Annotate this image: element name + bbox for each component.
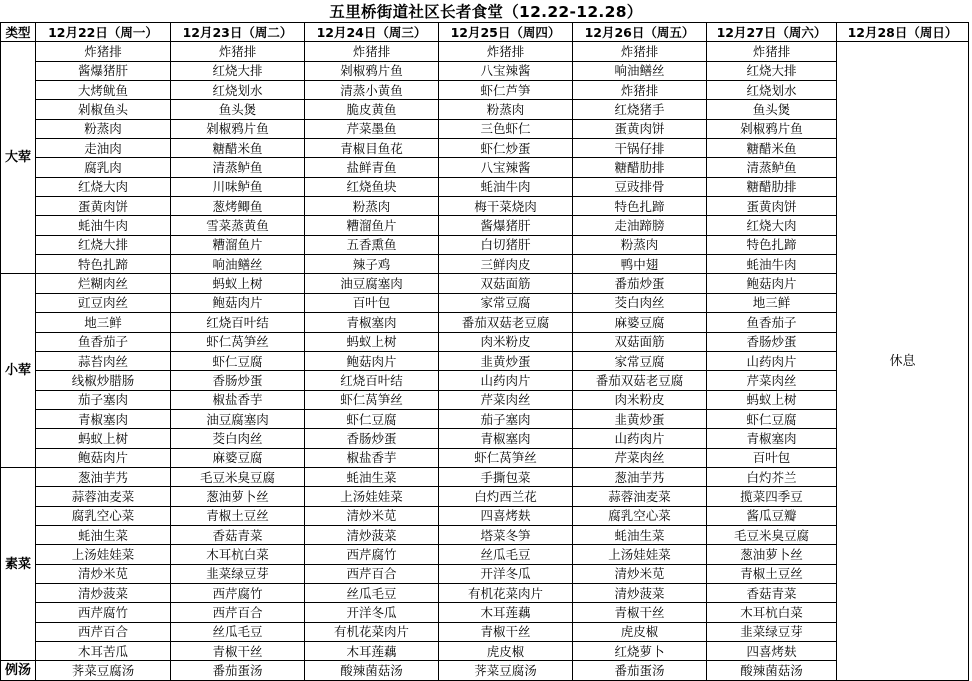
table-row <box>1 622 969 641</box>
table-row <box>1 642 969 661</box>
table-row <box>1 197 969 216</box>
dish-cell: 红烧萝卜 <box>573 642 707 661</box>
menu-body <box>1 42 969 680</box>
table-row <box>1 390 969 409</box>
dish-cell: 青椒土豆丝 <box>171 506 305 525</box>
dish-cell: 西芹腐竹 <box>305 545 439 564</box>
dish-cell: 鲍菇肉片 <box>36 448 171 467</box>
dish-cell: 剁椒鸦片鱼 <box>171 119 305 138</box>
dish-cell: 地三鲜 <box>36 313 171 332</box>
dish-cell: 白灼西兰花 <box>439 487 573 506</box>
header-day-thu: 12月25日（周四） <box>439 23 573 42</box>
dish-cell: 葱油萝卜丝 <box>707 545 837 564</box>
dish-cell: 梅干菜烧肉 <box>439 197 573 216</box>
dish-cell: 糟溜鱼片 <box>305 216 439 235</box>
table-row <box>1 313 969 332</box>
table-row <box>1 506 969 525</box>
dish-cell: 虾仁豆腐 <box>171 351 305 370</box>
dish-cell: 番茄双菇老豆腐 <box>439 313 573 332</box>
dish-cell: 干锅仔排 <box>573 139 707 158</box>
table-row <box>1 139 969 158</box>
header-day-tue: 12月23日（周二） <box>171 23 305 42</box>
dish-cell: 肉米粉皮 <box>573 390 707 409</box>
dish-cell: 虾仁莴笋丝 <box>439 448 573 467</box>
dish-cell: 响油鳝丝 <box>171 255 305 274</box>
dish-cell: 茄子塞肉 <box>439 409 573 428</box>
dish-cell: 木耳苦瓜 <box>36 642 171 661</box>
dish-cell: 香菇青菜 <box>707 583 837 602</box>
dish-cell: 手撕包菜 <box>439 467 573 486</box>
dish-cell: 酱爆猪肝 <box>36 61 171 80</box>
dish-cell: 荠菜豆腐汤 <box>36 661 171 680</box>
dish-cell: 家常豆腐 <box>573 351 707 370</box>
dish-cell: 虎皮椒 <box>573 622 707 641</box>
dish-cell: 粉蒸肉 <box>439 100 573 119</box>
sunday-rest-cell: 休息 <box>837 42 969 680</box>
table-row <box>1 545 969 564</box>
dish-cell: 芹菜肉丝 <box>573 448 707 467</box>
dish-cell: 西芹百合 <box>305 564 439 583</box>
type-cell-vegetable: 素菜 <box>1 467 36 660</box>
dish-cell: 八宝辣酱 <box>439 61 573 80</box>
dish-cell: 椒盐香芋 <box>171 390 305 409</box>
dish-cell: 蒜蓉油麦菜 <box>36 487 171 506</box>
dish-cell: 青椒干丝 <box>439 622 573 641</box>
dish-cell: 鲍菇肉片 <box>707 274 837 293</box>
dish-cell: 家常豆腐 <box>439 293 573 312</box>
dish-cell: 上汤娃娃菜 <box>573 545 707 564</box>
dish-cell: 炸猪排 <box>573 42 707 61</box>
dish-cell: 特色扎蹄 <box>707 235 837 254</box>
dish-cell: 虾仁豆腐 <box>305 409 439 428</box>
dish-cell: 蚝油生菜 <box>36 525 171 544</box>
dish-cell: 清炒米苋 <box>36 564 171 583</box>
dish-cell: 烂糊肉丝 <box>36 274 171 293</box>
dish-cell: 虎皮椒 <box>439 642 573 661</box>
dish-cell: 鱼香茄子 <box>707 313 837 332</box>
dish-cell: 韭黄炒蛋 <box>573 409 707 428</box>
dish-cell: 炸猪排 <box>707 42 837 61</box>
dish-cell: 双菇面筋 <box>573 332 707 351</box>
dish-cell: 青椒干丝 <box>171 642 305 661</box>
dish-cell: 山药肉片 <box>439 371 573 390</box>
header-day-mon: 12月22日（周一） <box>36 23 171 42</box>
dish-cell: 豆豉排骨 <box>573 177 707 196</box>
dish-cell: 线椒炒腊肠 <box>36 371 171 390</box>
dish-cell: 番茄蛋汤 <box>573 661 707 680</box>
dish-cell: 大烤鱿鱼 <box>36 81 171 100</box>
dish-cell: 山药肉片 <box>707 351 837 370</box>
dish-cell: 百叶包 <box>707 448 837 467</box>
table-row <box>1 564 969 583</box>
dish-cell: 粉蒸肉 <box>573 235 707 254</box>
dish-cell: 山药肉片 <box>573 429 707 448</box>
dish-cell: 糖醋米鱼 <box>707 139 837 158</box>
dish-cell: 剁椒鸦片鱼 <box>305 61 439 80</box>
table-row <box>1 158 969 177</box>
dish-cell: 四喜烤麸 <box>439 506 573 525</box>
dish-cell: 茭白肉丝 <box>171 429 305 448</box>
dish-cell: 辣子鸡 <box>305 255 439 274</box>
dish-cell: 丝瓜毛豆 <box>439 545 573 564</box>
dish-cell: 青椒塞肉 <box>439 429 573 448</box>
dish-cell: 香肠炒蛋 <box>707 332 837 351</box>
dish-cell: 蚝油牛肉 <box>36 216 171 235</box>
dish-cell: 走油肉 <box>36 139 171 158</box>
dish-cell: 百叶包 <box>305 293 439 312</box>
dish-cell: 炸猪排 <box>305 42 439 61</box>
dish-cell: 酸辣菌菇汤 <box>305 661 439 680</box>
dish-cell: 白切猪肝 <box>439 235 573 254</box>
dish-cell: 青椒目鱼花 <box>305 139 439 158</box>
dish-cell: 韭菜绿豆芽 <box>171 564 305 583</box>
dish-cell: 香肠炒蛋 <box>171 371 305 390</box>
dish-cell: 虾仁豆腐 <box>707 409 837 428</box>
dish-cell: 揽菜四季豆 <box>707 487 837 506</box>
dish-cell: 青椒塞肉 <box>305 313 439 332</box>
dish-cell: 炸猪排 <box>573 81 707 100</box>
dish-cell: 开洋冬瓜 <box>305 603 439 622</box>
dish-cell: 青椒塞肉 <box>36 409 171 428</box>
table-row <box>1 332 969 351</box>
dish-cell: 蚂蚁上树 <box>36 429 171 448</box>
dish-cell: 青椒干丝 <box>573 603 707 622</box>
dish-cell: 清炒菠菜 <box>305 525 439 544</box>
dish-cell: 八宝辣酱 <box>439 158 573 177</box>
table-row <box>1 583 969 602</box>
dish-cell: 清炒菠菜 <box>36 583 171 602</box>
dish-cell: 麻婆豆腐 <box>171 448 305 467</box>
dish-cell: 鱼头煲 <box>171 100 305 119</box>
dish-cell: 上汤娃娃菜 <box>36 545 171 564</box>
dish-cell: 上汤娃娃菜 <box>305 487 439 506</box>
dish-cell: 清蒸小黄鱼 <box>305 81 439 100</box>
dish-cell: 毛豆米臭豆腐 <box>707 525 837 544</box>
dish-cell: 酸辣菌菇汤 <box>707 661 837 680</box>
dish-cell: 地三鲜 <box>707 293 837 312</box>
type-cell-side-meat: 小荤 <box>1 274 36 467</box>
dish-cell: 芹菜肉丝 <box>439 390 573 409</box>
table-row <box>1 81 969 100</box>
dish-cell: 腐乳空心菜 <box>573 506 707 525</box>
table-row <box>1 119 969 138</box>
dish-cell: 清炒菠菜 <box>573 583 707 602</box>
dish-cell: 茄子塞肉 <box>36 390 171 409</box>
dish-cell: 豇豆肉丝 <box>36 293 171 312</box>
dish-cell: 芹菜肉丝 <box>707 371 837 390</box>
dish-cell: 有机花菜肉片 <box>305 622 439 641</box>
dish-cell: 鸭中翅 <box>573 255 707 274</box>
table-row <box>1 661 969 680</box>
header-row <box>1 23 969 42</box>
header-day-fri: 12月26日（周五） <box>573 23 707 42</box>
dish-cell: 木耳莲藕 <box>439 603 573 622</box>
dish-cell: 红烧百叶结 <box>171 313 305 332</box>
table-row <box>1 235 969 254</box>
table-row <box>1 42 969 61</box>
dish-cell: 酱瓜豆瓣 <box>707 506 837 525</box>
dish-cell: 蒜蓉油麦菜 <box>573 487 707 506</box>
menu-title: 五里桥街道社区长者食堂（12.22-12.28） <box>329 3 643 21</box>
table-row <box>1 467 969 486</box>
table-row <box>1 100 969 119</box>
dish-cell: 丝瓜毛豆 <box>171 622 305 641</box>
dish-cell: 红烧猪手 <box>573 100 707 119</box>
dish-cell: 葱油芋艿 <box>573 467 707 486</box>
dish-cell: 油豆腐塞肉 <box>305 274 439 293</box>
type-cell-soup: 例汤 <box>1 661 36 680</box>
header-type: 类型 <box>1 23 36 42</box>
dish-cell: 红烧鱼块 <box>305 177 439 196</box>
dish-cell: 蚂蚁上树 <box>305 332 439 351</box>
dish-cell: 清炒米苋 <box>573 564 707 583</box>
dish-cell: 虾仁炒蛋 <box>439 139 573 158</box>
table-row <box>1 409 969 428</box>
dish-cell: 茭白肉丝 <box>573 293 707 312</box>
dish-cell: 香肠炒蛋 <box>305 429 439 448</box>
dish-cell: 木耳杭白菜 <box>707 603 837 622</box>
dish-cell: 荠菜豆腐汤 <box>439 661 573 680</box>
dish-cell: 蚂蚁上树 <box>171 274 305 293</box>
header-day-wed: 12月24日（周三） <box>305 23 439 42</box>
dish-cell: 红烧大排 <box>707 61 837 80</box>
header-day-sun: 12月28日（周日） <box>837 23 969 42</box>
table-row <box>1 371 969 390</box>
dish-cell: 三色虾仁 <box>439 119 573 138</box>
dish-cell: 西芹百合 <box>171 603 305 622</box>
dish-cell: 剁椒鸦片鱼 <box>707 119 837 138</box>
dish-cell: 蚝油生菜 <box>573 525 707 544</box>
dish-cell: 毛豆米臭豆腐 <box>171 467 305 486</box>
dish-cell: 开洋冬瓜 <box>439 564 573 583</box>
dish-cell: 剁椒鱼头 <box>36 100 171 119</box>
dish-cell: 炸猪排 <box>171 42 305 61</box>
dish-cell: 塔菜冬笋 <box>439 525 573 544</box>
table-row <box>1 293 969 312</box>
dish-cell: 青椒塞肉 <box>707 429 837 448</box>
dish-cell: 油豆腐塞肉 <box>171 409 305 428</box>
dish-cell: 蒜苔肉丝 <box>36 351 171 370</box>
type-cell-main-meat: 大荤 <box>1 42 36 274</box>
dish-cell: 红烧大排 <box>171 61 305 80</box>
table-row <box>1 255 969 274</box>
dish-cell: 香菇青菜 <box>171 525 305 544</box>
dish-cell: 番茄蛋汤 <box>171 661 305 680</box>
dish-cell: 蚝油牛肉 <box>439 177 573 196</box>
dish-cell: 糖醋米鱼 <box>171 139 305 158</box>
dish-cell: 青椒土豆丝 <box>707 564 837 583</box>
table-row <box>1 177 969 196</box>
dish-cell: 韭黄炒蛋 <box>439 351 573 370</box>
dish-cell: 腐乳肉 <box>36 158 171 177</box>
dish-cell: 木耳杭白菜 <box>171 545 305 564</box>
dish-cell: 蛋黄肉饼 <box>36 197 171 216</box>
dish-cell: 鲍菇肉片 <box>171 293 305 312</box>
dish-cell: 双菇面筋 <box>439 274 573 293</box>
dish-cell: 红烧划水 <box>171 81 305 100</box>
dish-cell: 红烧百叶结 <box>305 371 439 390</box>
dish-cell: 葱油芋艿 <box>36 467 171 486</box>
dish-cell: 虾仁芦笋 <box>439 81 573 100</box>
dish-cell: 清蒸鲈鱼 <box>707 158 837 177</box>
table-row <box>1 216 969 235</box>
dish-cell: 清炒米苋 <box>305 506 439 525</box>
dish-cell: 腐乳空心菜 <box>36 506 171 525</box>
dish-cell: 雪菜蒸黄鱼 <box>171 216 305 235</box>
dish-cell: 蚝油生菜 <box>305 467 439 486</box>
dish-cell: 红烧大排 <box>36 235 171 254</box>
dish-cell: 红烧划水 <box>707 81 837 100</box>
table-row <box>1 351 969 370</box>
dish-cell: 鱼头煲 <box>707 100 837 119</box>
dish-cell: 糖醋肋排 <box>573 158 707 177</box>
dish-cell: 糖醋肋排 <box>707 177 837 196</box>
header-day-sat: 12月27日（周六） <box>707 23 837 42</box>
dish-cell: 粉蒸肉 <box>305 197 439 216</box>
table-row <box>1 274 969 293</box>
dish-cell: 五香熏鱼 <box>305 235 439 254</box>
dish-cell: 川味鲈鱼 <box>171 177 305 196</box>
dish-cell: 葱油萝卜丝 <box>171 487 305 506</box>
dish-cell: 清蒸鲈鱼 <box>171 158 305 177</box>
dish-cell: 鱼香茄子 <box>36 332 171 351</box>
dish-cell: 葱烤鲫鱼 <box>171 197 305 216</box>
dish-cell: 椒盐香芋 <box>305 448 439 467</box>
dish-cell: 蚂蚁上树 <box>707 390 837 409</box>
table-row <box>1 61 969 80</box>
dish-cell: 蚝油牛肉 <box>707 255 837 274</box>
dish-cell: 特色扎蹄 <box>573 197 707 216</box>
dish-cell: 木耳莲藕 <box>305 642 439 661</box>
menu-table <box>0 22 969 681</box>
dish-cell: 特色扎蹄 <box>36 255 171 274</box>
dish-cell: 盐鲜青鱼 <box>305 158 439 177</box>
dish-cell: 虾仁莴笋丝 <box>171 332 305 351</box>
table-row <box>1 603 969 622</box>
dish-cell: 韭菜绿豆芽 <box>707 622 837 641</box>
dish-cell: 三鲜肉皮 <box>439 255 573 274</box>
dish-cell: 粉蒸肉 <box>36 119 171 138</box>
dish-cell: 虾仁莴笋丝 <box>305 390 439 409</box>
dish-cell: 番茄炒蛋 <box>573 274 707 293</box>
dish-cell: 红烧大肉 <box>36 177 171 196</box>
dish-cell: 炸猪排 <box>439 42 573 61</box>
dish-cell: 炸猪排 <box>36 42 171 61</box>
dish-cell: 芹菜墨鱼 <box>305 119 439 138</box>
dish-cell: 走油蹄膀 <box>573 216 707 235</box>
dish-cell: 番茄双菇老豆腐 <box>573 371 707 390</box>
table-row <box>1 525 969 544</box>
dish-cell: 响油鳝丝 <box>573 61 707 80</box>
dish-cell: 蛋黄肉饼 <box>573 119 707 138</box>
table-row <box>1 429 969 448</box>
dish-cell: 有机花菜肉片 <box>439 583 573 602</box>
table-row <box>1 487 969 506</box>
dish-cell: 脆皮黄鱼 <box>305 100 439 119</box>
dish-cell: 肉米粉皮 <box>439 332 573 351</box>
dish-cell: 西芹腐竹 <box>36 603 171 622</box>
dish-cell: 酱爆猪肝 <box>439 216 573 235</box>
dish-cell: 蛋黄肉饼 <box>707 197 837 216</box>
dish-cell: 鲍菇肉片 <box>305 351 439 370</box>
dish-cell: 西芹百合 <box>36 622 171 641</box>
dish-cell: 糟溜鱼片 <box>171 235 305 254</box>
dish-cell: 红烧大肉 <box>707 216 837 235</box>
table-row <box>1 448 969 467</box>
dish-cell: 白灼芥兰 <box>707 467 837 486</box>
dish-cell: 麻婆豆腐 <box>573 313 707 332</box>
dish-cell: 西芹腐竹 <box>171 583 305 602</box>
dish-cell: 丝瓜毛豆 <box>305 583 439 602</box>
dish-cell: 四喜烤麸 <box>707 642 837 661</box>
